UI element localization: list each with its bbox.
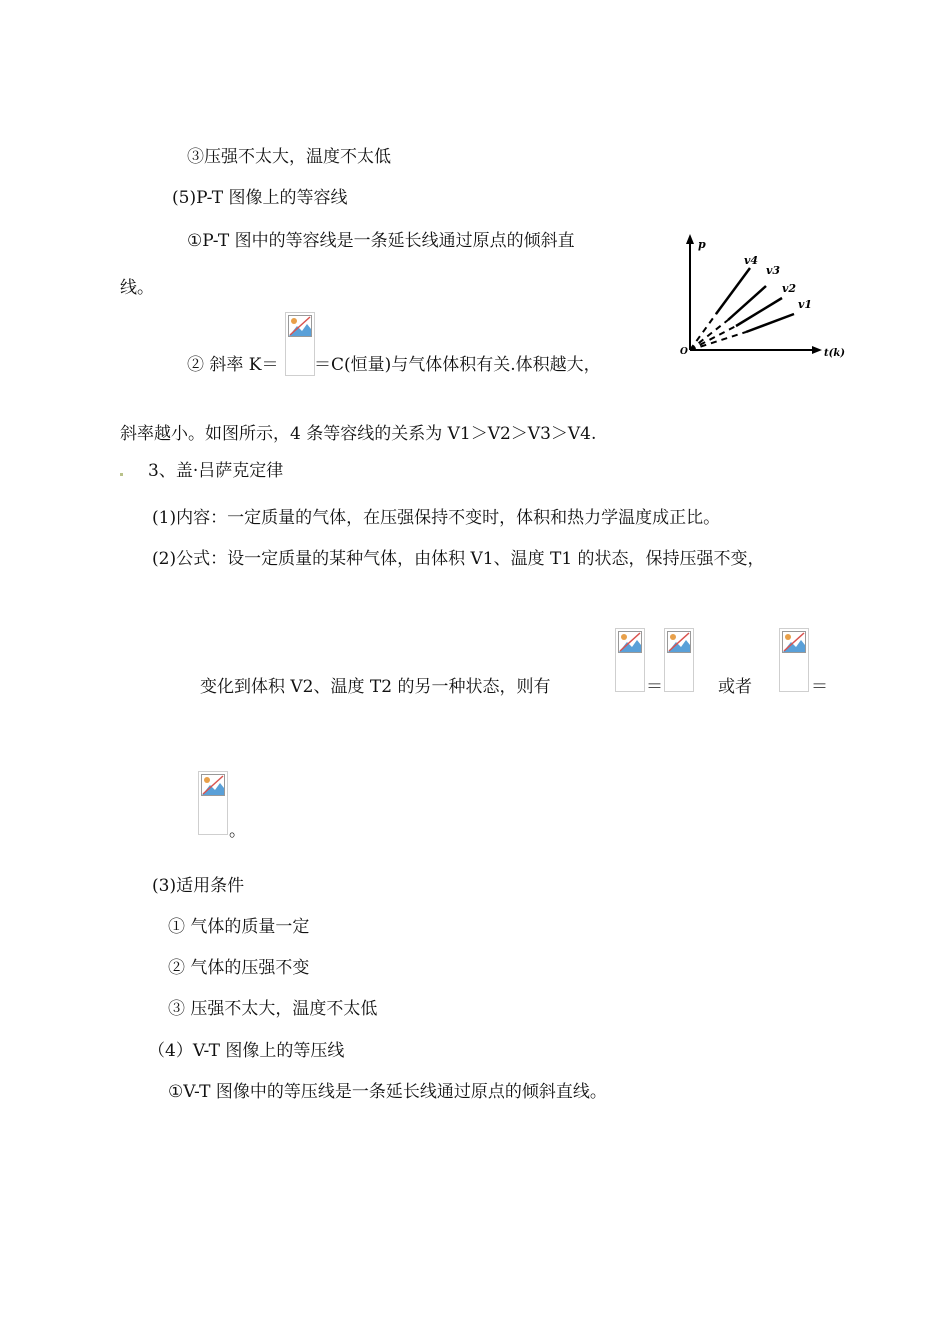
condition-1: ① 气体的质量一定	[168, 917, 310, 937]
v3-label: v3	[766, 264, 781, 277]
pt-isochore-point-1: ①P-T 图中的等容线是一条延长线通过原点的倾斜直	[187, 231, 575, 251]
law-content: (1)内容：一定质量的气体，在压强保持不变时，体积和热力学温度成正比。	[152, 508, 721, 528]
pt-isochore-point-1-cont: 线。	[120, 278, 154, 298]
or-text: 或者	[718, 677, 752, 697]
equals-sign-1: ＝	[646, 677, 663, 697]
broken-image-icon	[667, 631, 691, 653]
slope-text-b: ＝C(恒量)与气体体积有关.体积越大，	[314, 355, 601, 375]
condition-3-line: ③压强不太大，温度不太低	[187, 147, 391, 167]
v1-label: v1	[798, 298, 813, 311]
formula-period: 。	[229, 821, 246, 841]
pt-isochore-graph	[676, 232, 856, 362]
y-axis-label: p	[698, 238, 706, 251]
broken-image-icon	[288, 315, 312, 337]
broken-image-icon	[782, 631, 806, 653]
law-formula-intro: (2)公式：设一定质量的某种气体，由体积 V1、温度 T1 的状态，保持压强不变，	[152, 549, 765, 569]
formula-image-v1-v2	[779, 628, 809, 692]
isochore-v4-solid	[716, 268, 750, 314]
pt-isochore-heading: (5)P-T 图像上的等容线	[172, 188, 348, 208]
slope-text-a: ② 斜率 K＝	[187, 355, 279, 375]
margin-marker	[120, 473, 123, 476]
y-axis-arrow	[686, 234, 694, 244]
formula-image-v1-t1	[615, 628, 645, 692]
v2-label: v2	[782, 282, 797, 295]
formula-image-t1-t2	[198, 771, 228, 835]
equals-sign-2: ＝	[811, 677, 828, 697]
isochore-v1-dashed	[690, 332, 746, 350]
v4-label: v4	[744, 254, 759, 267]
condition-2: ② 气体的压强不变	[168, 958, 310, 978]
isochore-v3-dashed	[690, 320, 728, 350]
broken-image-icon	[618, 631, 642, 653]
broken-image-icon	[201, 774, 225, 796]
condition-3: ③ 压强不太大，温度不太低	[168, 999, 378, 1019]
slope-conclusion: 斜率越小。如图所示，4 条等容线的关系为 V1＞V2＞V3＞V4.	[120, 424, 597, 444]
isochore-v2-dashed	[690, 326, 736, 350]
vt-isobar-heading: （4）V-T 图像上的等压线	[148, 1041, 345, 1061]
x-axis-label: t(k)	[824, 348, 846, 359]
formula-image-slope	[285, 312, 315, 376]
law-formula-text: 变化到体积 V2、温度 T2 的另一种状态，则有	[200, 677, 551, 697]
formula-image-v2-t2	[664, 628, 694, 692]
vt-isobar-point-1: ①V-T 图像中的等压线是一条延长线通过原点的倾斜直线。	[168, 1082, 607, 1102]
x-axis-arrow	[812, 346, 822, 354]
gay-lussac-heading: 3、盖·吕萨克定律	[148, 461, 284, 481]
isochore-v4-dashed	[690, 314, 716, 350]
conditions-heading: (3)适用条件	[152, 876, 245, 896]
origin-label: O	[680, 347, 688, 357]
